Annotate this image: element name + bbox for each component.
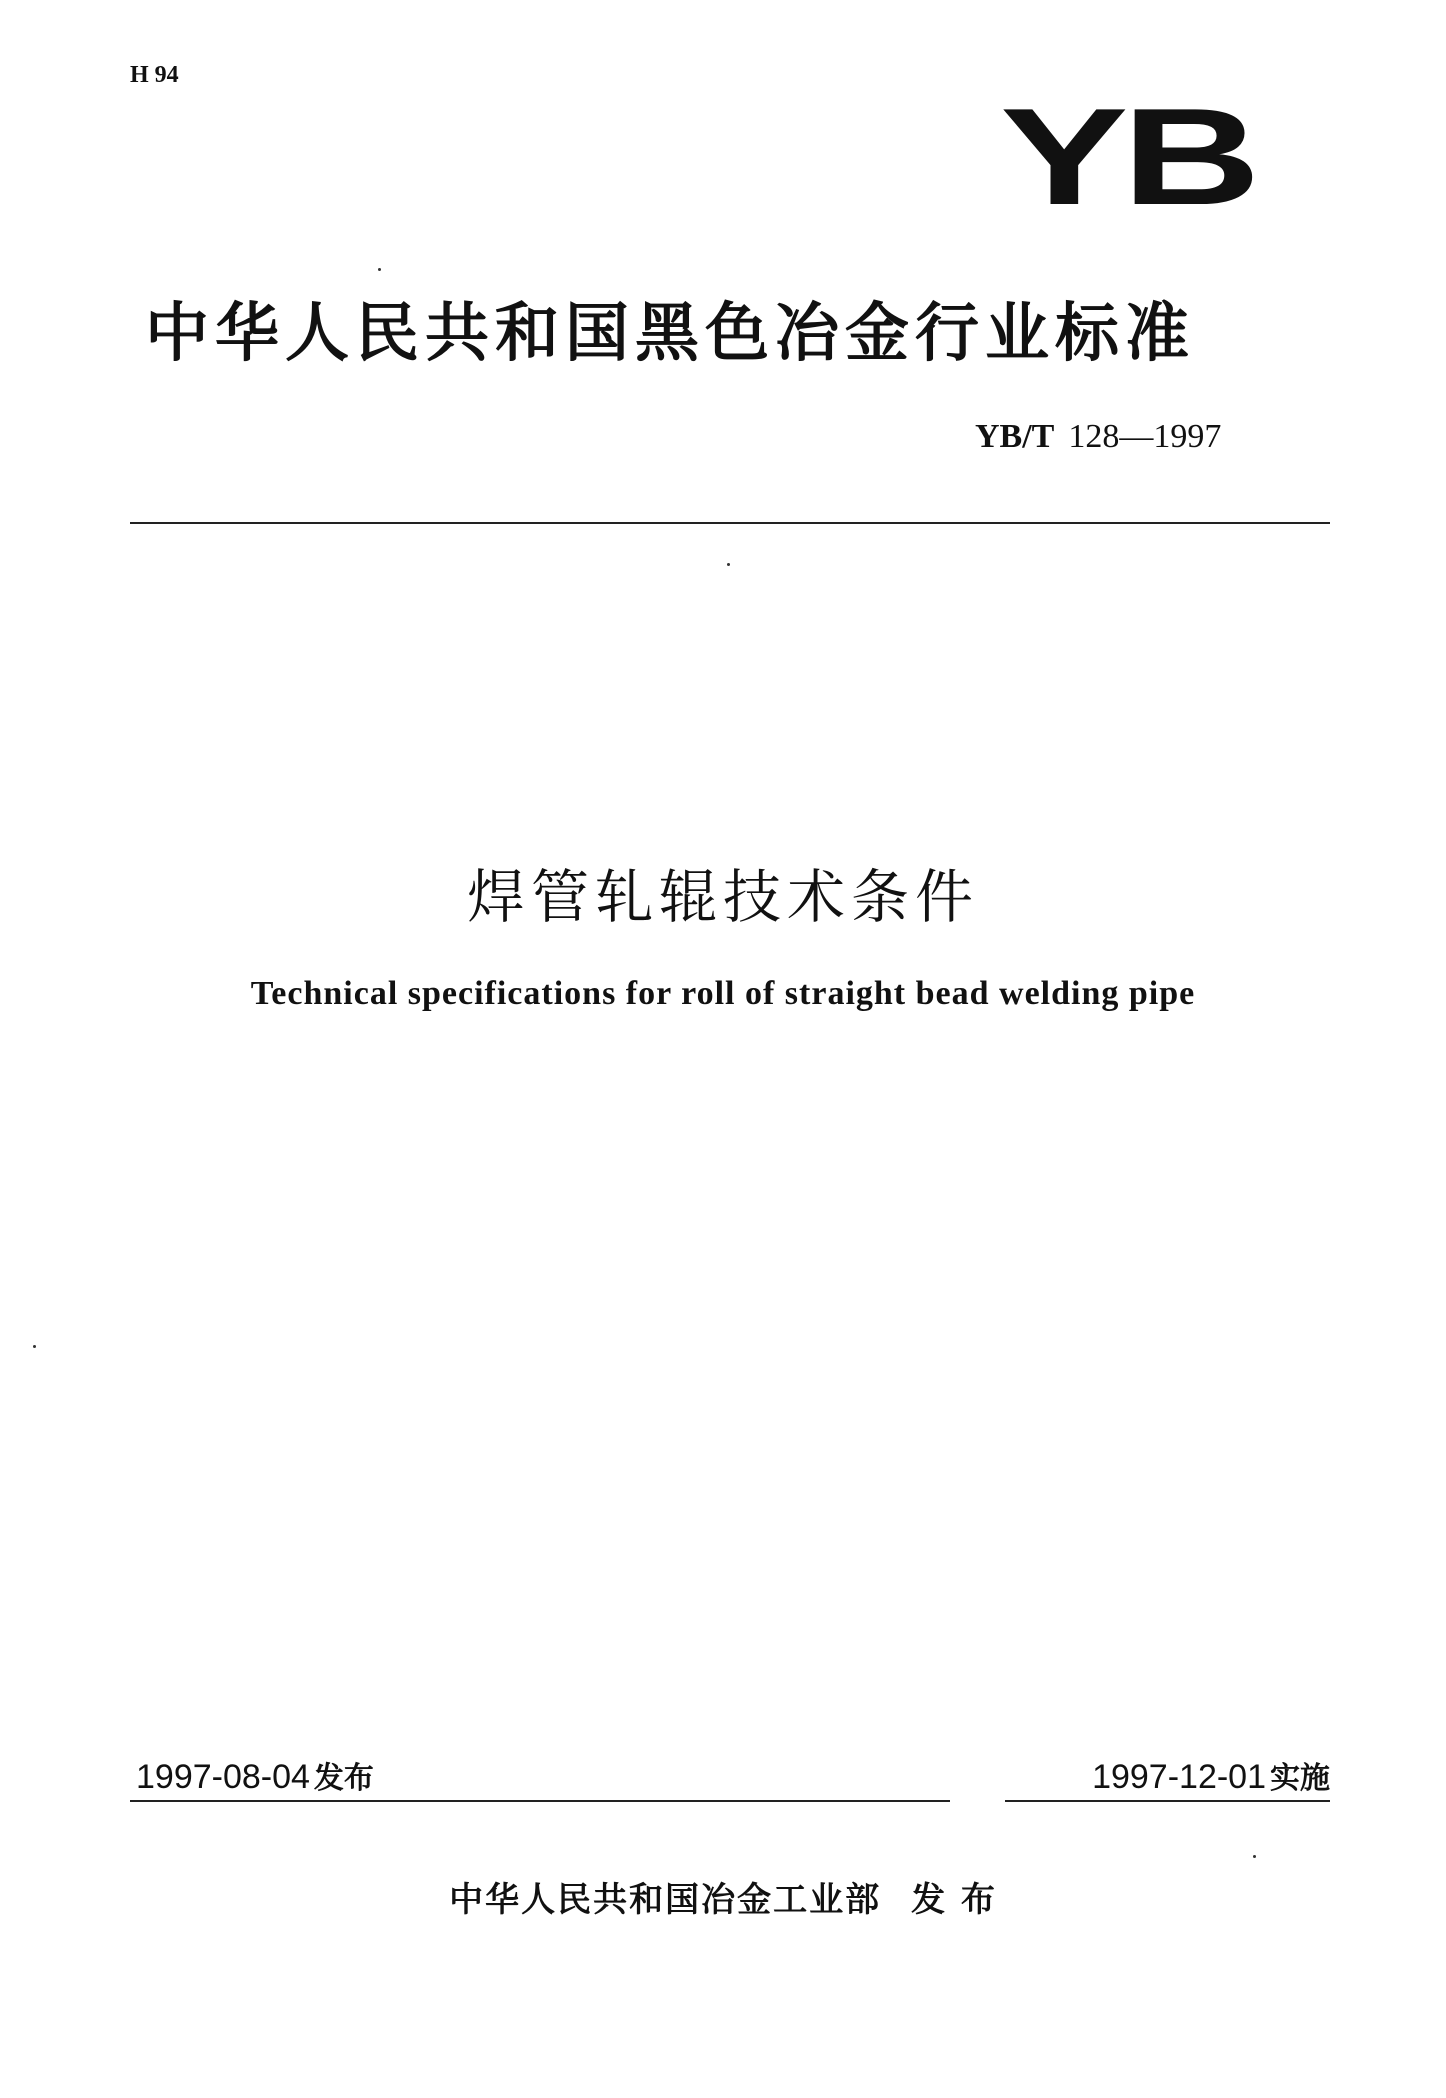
- scan-speck: [33, 1345, 36, 1348]
- organization-title: 中华人民共和国黑色冶金行业标准: [145, 297, 1195, 371]
- publisher-action: 发 布: [911, 1880, 997, 1920]
- top-divider: [130, 522, 1330, 524]
- implementation-date-value: 1997-12-01: [1092, 1758, 1266, 1796]
- implementation-date-underline: [1005, 1800, 1330, 1802]
- scan-speck: [727, 563, 730, 566]
- scan-speck: [1253, 1855, 1256, 1858]
- publisher-line: [0, 1872, 1446, 1921]
- implementation-date: [1092, 1753, 1330, 1801]
- issue-date-value: 1997-08-04: [136, 1758, 310, 1796]
- implementation-date-label: 实施: [1270, 1761, 1330, 1796]
- publisher-name: 中华人民共和国冶金工业部: [449, 1880, 882, 1920]
- issue-date-label: 发布: [313, 1761, 374, 1796]
- issue-date: [136, 1753, 374, 1801]
- document-title-chinese: 焊管轧辊技术条件: [466, 863, 979, 931]
- classification-code: H 94: [130, 62, 179, 88]
- issue-date-underline: [130, 1800, 950, 1802]
- yb-logo: YB: [1000, 80, 1255, 234]
- standard-number-value: 128—1997: [1068, 418, 1222, 455]
- standard-number-prefix: YB/T: [975, 418, 1055, 455]
- document-title-english: Technical specifications for roll of straight bead welding pipe: [250, 975, 1196, 1012]
- standard-number: [975, 418, 1221, 456]
- scan-speck: [378, 268, 381, 271]
